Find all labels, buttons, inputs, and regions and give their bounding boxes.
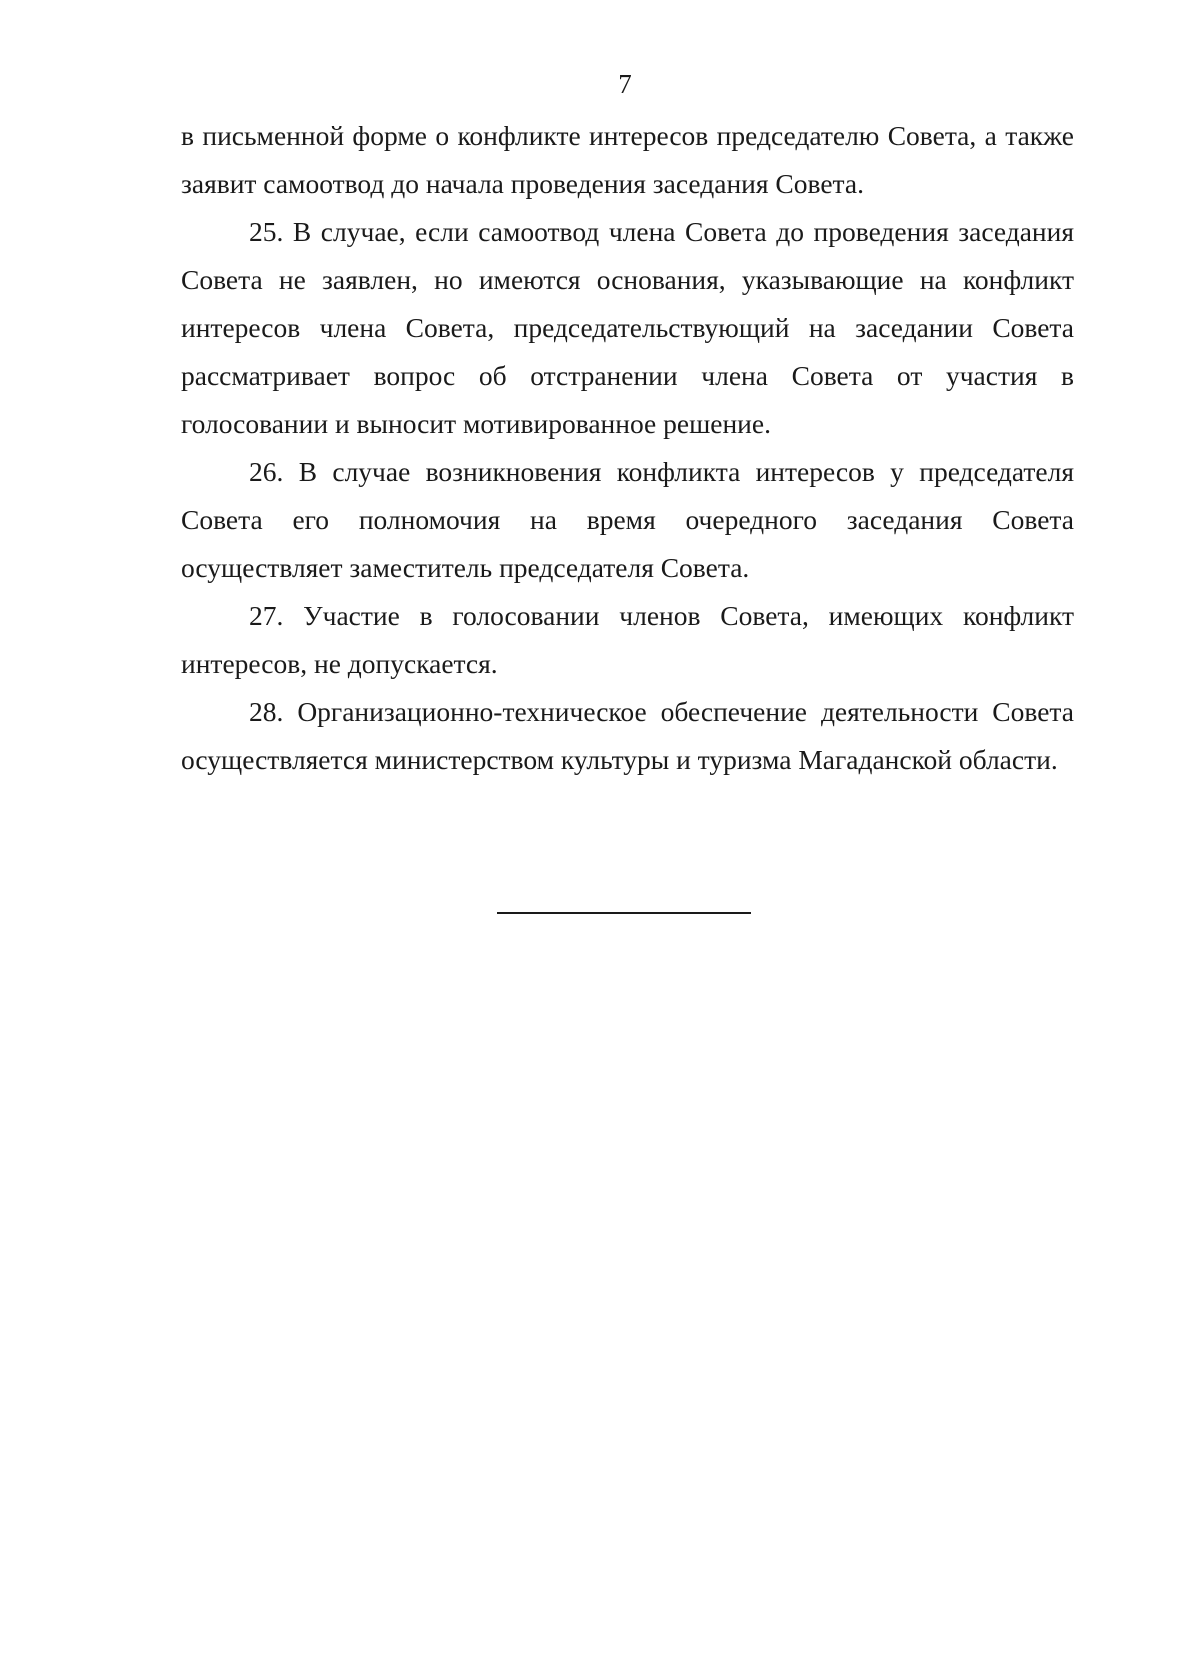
end-of-document-divider	[497, 912, 751, 914]
paragraph-item-27: 27. Участие в голосовании членов Совета, имеющих конфликт интересов, не допускается.	[181, 600, 1074, 679]
paragraph-item-25: 25. В случае, если самоотвод члена Совета до проведения заседания Совета не заявлен, но имеются основания, указывающие на конфликт интересов члена Совета, председательствующий на заседании Совета рассматривает вопрос об отстранении члена Совета от участия в голосовании и выносит мотивированное решение.	[181, 216, 1074, 439]
paragraph-continuation: в письменной форме о конфликте интересов председателю Совета, а также заявит самоотвод до начала проведения заседания Совета.	[181, 120, 1074, 199]
page-number: 7	[618, 69, 632, 99]
document-body	[181, 112, 1074, 784]
paragraph-item-28: 28. Организационно-техническое обеспечение деятельности Совета осуществляется министерством культуры и туризма Магаданской области.	[181, 696, 1074, 775]
paragraph-item-26: 26. В случае возникновения конфликта интересов у председателя Совета его полномочия на время очередного заседания Совета осуществляет заместитель председателя Совета.	[181, 456, 1074, 583]
